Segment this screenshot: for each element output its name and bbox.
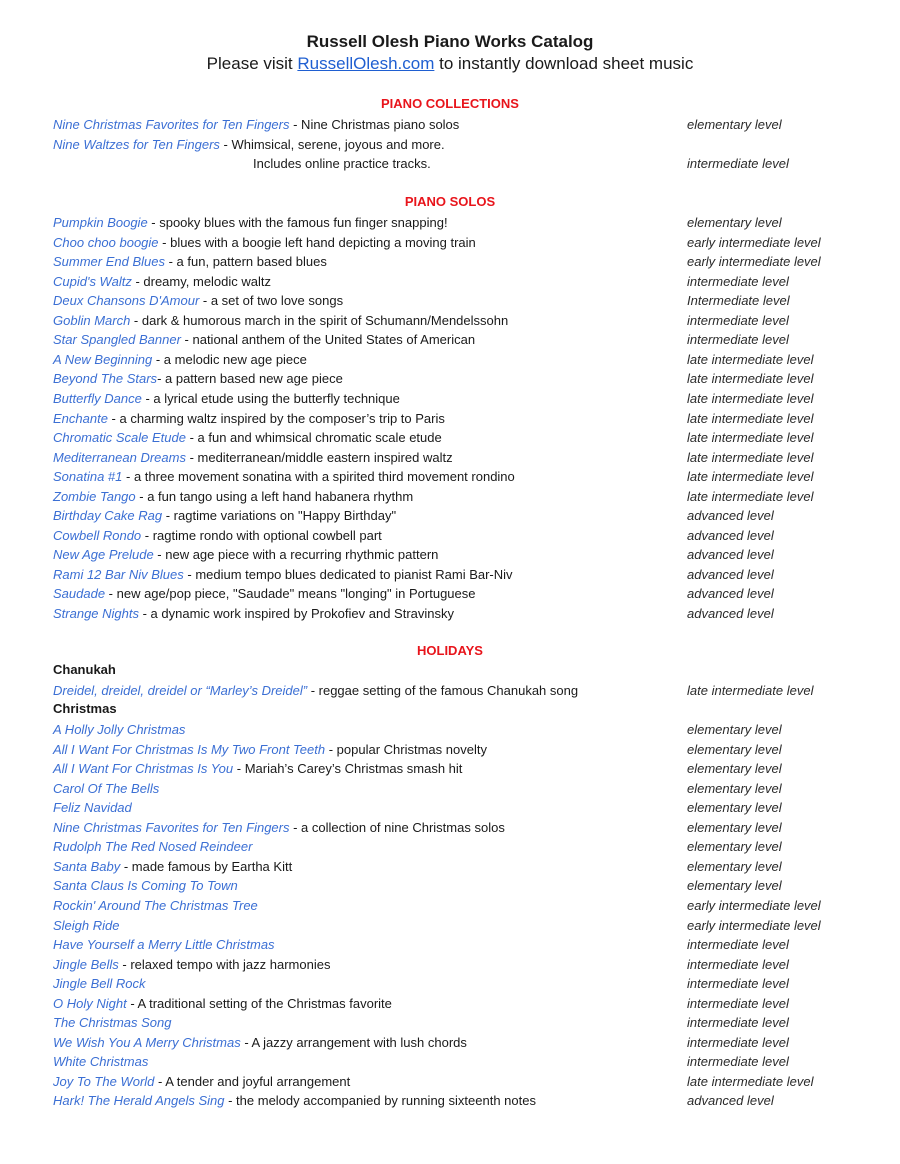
- piece-description: - a collection of nine Christmas solos: [289, 819, 505, 835]
- website-link[interactable]: RussellOlesh.com: [297, 54, 435, 73]
- piece-level: elementary level: [687, 215, 782, 230]
- piece-title-link[interactable]: Joy To The World: [53, 1073, 155, 1089]
- piece-description: - new age piece with a recurring rhythmic pattern: [153, 547, 439, 563]
- list-item: [53, 545, 853, 564]
- piece-level: elementary level: [687, 858, 782, 874]
- piece-title-link[interactable]: Birthday Cake Rag: [53, 508, 163, 524]
- piece-title-link[interactable]: Jingle Bells: [53, 956, 119, 972]
- list-item: [53, 876, 853, 895]
- piece-description: - blues with a boogie left hand depicting a moving train: [158, 234, 476, 250]
- piece-title-link[interactable]: Rockin' Around The Christmas Tree: [53, 897, 258, 913]
- piece-level: intermediate level: [687, 1015, 789, 1031]
- page-subtitle: [0, 54, 900, 74]
- list-item: [53, 955, 853, 974]
- collection-continuation-text: Includes online practice tracks.: [253, 156, 431, 171]
- piece-title-link[interactable]: Pumpkin Boogie: [53, 215, 148, 230]
- section-heading-solos: PIANO SOLOS: [404, 194, 496, 209]
- piece-level: advanced level: [687, 527, 774, 543]
- list-item: [53, 233, 853, 252]
- piece-title-link[interactable]: Nine Christmas Favorites for Ten Fingers: [53, 117, 290, 132]
- list-item: [53, 818, 853, 837]
- piece-title-link[interactable]: Carol Of The Bells: [53, 780, 160, 796]
- piece-description: - a three movement sonatina with a spirited third movement rondino: [122, 469, 515, 485]
- list-item: [53, 115, 853, 134]
- piece-level: elementary level: [687, 800, 782, 816]
- subtitle-prefix: Please visit: [206, 54, 293, 73]
- piece-level: late intermediate level: [687, 1073, 814, 1089]
- piece-level: intermediate level: [687, 995, 789, 1011]
- piece-level: early intermediate level: [687, 917, 821, 933]
- piece-level: intermediate level: [687, 956, 789, 972]
- piece-level: late intermediate level: [687, 488, 814, 504]
- list-item: [53, 467, 853, 486]
- piece-level: elementary level: [687, 780, 782, 796]
- piece-title-link[interactable]: Have Yourself a Merry Little Christmas: [53, 937, 275, 953]
- piece-description: - Nine Christmas piano solos: [289, 117, 460, 132]
- piece-title-link[interactable]: The Christmas Song: [53, 1015, 172, 1031]
- piece-title-link[interactable]: Enchante: [53, 410, 108, 426]
- list-item: [53, 487, 853, 506]
- piece-title-link[interactable]: Chromatic Scale Etude: [53, 430, 186, 446]
- piece-description: - the melody accompanied by running sixteenth notes: [224, 1093, 536, 1109]
- piece-title-link[interactable]: White Christmas: [53, 1054, 149, 1070]
- list-item: [53, 974, 853, 993]
- piece-level: late intermediate level: [687, 430, 814, 446]
- piece-description: - dark & humorous march in the spirit of Schumann/Mendelssohn: [130, 312, 509, 328]
- piece-description: - a fun tango using a left hand habanera rhythm: [135, 488, 414, 504]
- piece-title-link[interactable]: Goblin March: [53, 312, 131, 328]
- piece-description: - dreamy, melodic waltz: [131, 273, 272, 289]
- piece-title-link[interactable]: Strange Nights: [53, 606, 139, 621]
- piece-level: elementary level: [687, 722, 782, 737]
- list-item: [53, 565, 853, 584]
- list-item: [53, 311, 853, 330]
- piece-description: - medium tempo blues dedicated to pianist Rami Bar-Niv: [183, 566, 513, 582]
- piece-title-link[interactable]: We Wish You A Merry Christmas: [53, 1034, 241, 1050]
- piece-level: late intermediate level: [687, 351, 814, 367]
- subtitle-suffix: to instantly download sheet music: [439, 54, 694, 73]
- piece-title-link[interactable]: Zombie Tango: [53, 488, 136, 504]
- piece-level: elementary level: [687, 878, 782, 894]
- piece-level: intermediate level: [687, 332, 789, 348]
- piece-description: - popular Christmas novelty: [325, 741, 487, 757]
- piece-title-link[interactable]: Nine Christmas Favorites for Ten Fingers: [53, 819, 290, 835]
- piece-description: - made famous by Eartha Kitt: [120, 858, 293, 874]
- list-item: [53, 213, 853, 232]
- piece-description: - national anthem of the United States of American: [180, 332, 476, 348]
- piece-description: - Whimsical, serene, joyous and more.: [219, 137, 445, 152]
- piece-title-link[interactable]: A Holly Jolly Christmas: [53, 722, 186, 737]
- piece-description: - mediterranean/middle eastern inspired waltz: [185, 449, 453, 465]
- list-item: [53, 409, 853, 428]
- piece-title-link[interactable]: Mediterranean Dreams: [53, 449, 186, 465]
- piece-title-link[interactable]: All I Want For Christmas Is My Two Front Teeth: [53, 741, 326, 757]
- piece-title-link[interactable]: Choo choo boogie: [53, 234, 159, 250]
- section-heading-holidays: HOLIDAYS: [417, 643, 483, 658]
- piece-title-link[interactable]: O Holy Night: [53, 995, 127, 1011]
- piece-level: intermediate level: [687, 1054, 789, 1070]
- piece-title-link[interactable]: Rami 12 Bar Niv Blues: [53, 566, 184, 582]
- piece-level: late intermediate level: [687, 371, 814, 387]
- piece-title-link[interactable]: Dreidel, dreidel, dreidel or “Marley’s Dreidel”: [53, 683, 308, 698]
- piece-title-link[interactable]: Summer End Blues: [53, 254, 165, 270]
- list-item: [53, 720, 853, 739]
- piece-title-link[interactable]: Feliz Navidad: [53, 800, 132, 816]
- list-item: [53, 935, 853, 954]
- piece-description: - a fun, pattern based blues: [165, 254, 327, 270]
- piece-level: elementary level: [687, 839, 782, 855]
- piece-level: advanced level: [687, 547, 774, 563]
- piece-level: intermediate level: [687, 976, 789, 992]
- piece-title-link[interactable]: Hark! The Herald Angels Sing: [53, 1093, 225, 1109]
- list-item: [53, 857, 853, 876]
- piece-title-link[interactable]: Jingle Bell Rock: [53, 976, 146, 992]
- group-heading-chanukah: Chanukah: [53, 662, 116, 677]
- list-item: [53, 798, 853, 817]
- list-item: [53, 252, 853, 271]
- piece-title-link[interactable]: Cupid's Waltz: [53, 273, 132, 289]
- list-item: [53, 389, 853, 408]
- piece-title-link[interactable]: A New Beginning: [53, 351, 153, 367]
- list-item: [53, 1052, 853, 1071]
- list-item: [53, 135, 853, 154]
- list-item: [53, 291, 853, 310]
- list-item: [53, 837, 853, 856]
- piece-description: - a pattern based new age piece: [157, 371, 343, 387]
- piece-description: - ragtime rondo with optional cowbell part: [141, 527, 382, 543]
- list-item: [53, 526, 853, 545]
- piece-title-link[interactable]: Deux Chansons D'Amour: [53, 293, 200, 309]
- list-item: [53, 759, 853, 778]
- piece-title-link[interactable]: Cowbell Rondo: [53, 527, 142, 543]
- piece-description: - a charming waltz inspired by the composer’s trip to Paris: [107, 410, 445, 426]
- piece-description: - spooky blues with the famous fun finger snapping!: [147, 215, 448, 230]
- piece-title-link[interactable]: Beyond The Stars: [53, 371, 158, 387]
- collection-continuation-row: [53, 154, 853, 173]
- list-item: [53, 330, 853, 349]
- piece-title-link[interactable]: Saudade: [53, 586, 106, 602]
- list-item: [53, 428, 853, 447]
- piece-level: intermediate level: [687, 273, 789, 289]
- list-item: [53, 584, 853, 603]
- list-item: [53, 1013, 853, 1032]
- piece-title-link[interactable]: Rudolph The Red Nosed Reindeer: [53, 839, 253, 855]
- page-title: Russell Olesh Piano Works Catalog: [306, 32, 594, 51]
- piece-level: advanced level: [687, 586, 774, 602]
- list-item: [53, 994, 853, 1013]
- piece-description: - reggae setting of the famous Chanukah song: [307, 683, 579, 698]
- piece-level: elementary level: [687, 761, 782, 777]
- piece-level: early intermediate level: [687, 897, 821, 913]
- piece-description: - new age/pop piece, "Saudade" means "longing" in Portuguese: [105, 586, 476, 602]
- list-item: [53, 1072, 853, 1091]
- piece-level: advanced level: [687, 606, 774, 621]
- piece-level: advanced level: [687, 566, 774, 582]
- piece-title-link[interactable]: Sleigh Ride: [53, 917, 120, 933]
- list-item: [53, 740, 853, 759]
- collection-continuation-level: intermediate level: [687, 156, 789, 171]
- list-item: [53, 681, 853, 700]
- piece-description: - relaxed tempo with jazz harmonies: [118, 956, 331, 972]
- piece-level: late intermediate level: [687, 390, 814, 406]
- piece-level: advanced level: [687, 1093, 774, 1109]
- section-heading-collections: PIANO COLLECTIONS: [381, 96, 519, 111]
- list-item: [53, 604, 853, 623]
- piece-title-link[interactable]: All I Want For Christmas Is You: [53, 761, 234, 777]
- list-item: [53, 448, 853, 467]
- piece-level: late intermediate level: [687, 410, 814, 426]
- list-item: [53, 350, 853, 369]
- list-item: [53, 779, 853, 798]
- piece-description: - a melodic new age piece: [152, 351, 307, 367]
- piece-level: elementary level: [687, 741, 782, 757]
- piece-level: elementary level: [687, 117, 782, 132]
- piece-level: early intermediate level: [687, 254, 821, 270]
- piece-level: intermediate level: [687, 312, 789, 328]
- piece-level: intermediate level: [687, 937, 789, 953]
- piece-description: - A traditional setting of the Christmas favorite: [126, 995, 392, 1011]
- piece-description: - A tender and joyful arrangement: [154, 1073, 351, 1089]
- piece-title-link[interactable]: Butterfly Dance: [53, 390, 142, 406]
- group-heading-christmas: Christmas: [53, 701, 117, 716]
- piece-description: - a lyrical etude using the butterfly technique: [141, 390, 400, 406]
- piece-description: - a dynamic work inspired by Prokofiev and Stravinsky: [139, 606, 455, 621]
- list-item: [53, 506, 853, 525]
- list-item: [53, 896, 853, 915]
- piece-level: Intermediate level: [687, 293, 790, 309]
- piece-level: early intermediate level: [687, 234, 821, 250]
- piece-description: - A jazzy arrangement with lush chords: [240, 1034, 467, 1050]
- piece-title-link[interactable]: Santa Baby: [53, 858, 121, 874]
- piece-title-link[interactable]: Nine Waltzes for Ten Fingers: [53, 137, 220, 152]
- piece-level: late intermediate level: [687, 683, 814, 698]
- piece-title-link[interactable]: Sonatina #1: [53, 469, 123, 485]
- piece-title-link[interactable]: New Age Prelude: [53, 547, 154, 563]
- list-item: [53, 369, 853, 388]
- piece-level: intermediate level: [687, 1034, 789, 1050]
- piece-level: elementary level: [687, 819, 782, 835]
- piece-title-link[interactable]: Santa Claus Is Coming To Town: [53, 878, 238, 894]
- list-item: [53, 1091, 853, 1110]
- list-item: [53, 1033, 853, 1052]
- piece-description: - a fun and whimsical chromatic scale etude: [185, 430, 442, 446]
- piece-description: - ragtime variations on "Happy Birthday": [162, 508, 397, 524]
- piece-level: advanced level: [687, 508, 774, 524]
- piece-description: - a set of two love songs: [199, 293, 344, 309]
- list-item: [53, 916, 853, 935]
- piece-description: - Mariah’s Carey’s Christmas smash hit: [233, 761, 463, 777]
- piece-title-link[interactable]: Star Spangled Banner: [53, 332, 181, 348]
- piece-level: late intermediate level: [687, 469, 814, 485]
- piece-level: late intermediate level: [687, 449, 814, 465]
- list-item: [53, 272, 853, 291]
